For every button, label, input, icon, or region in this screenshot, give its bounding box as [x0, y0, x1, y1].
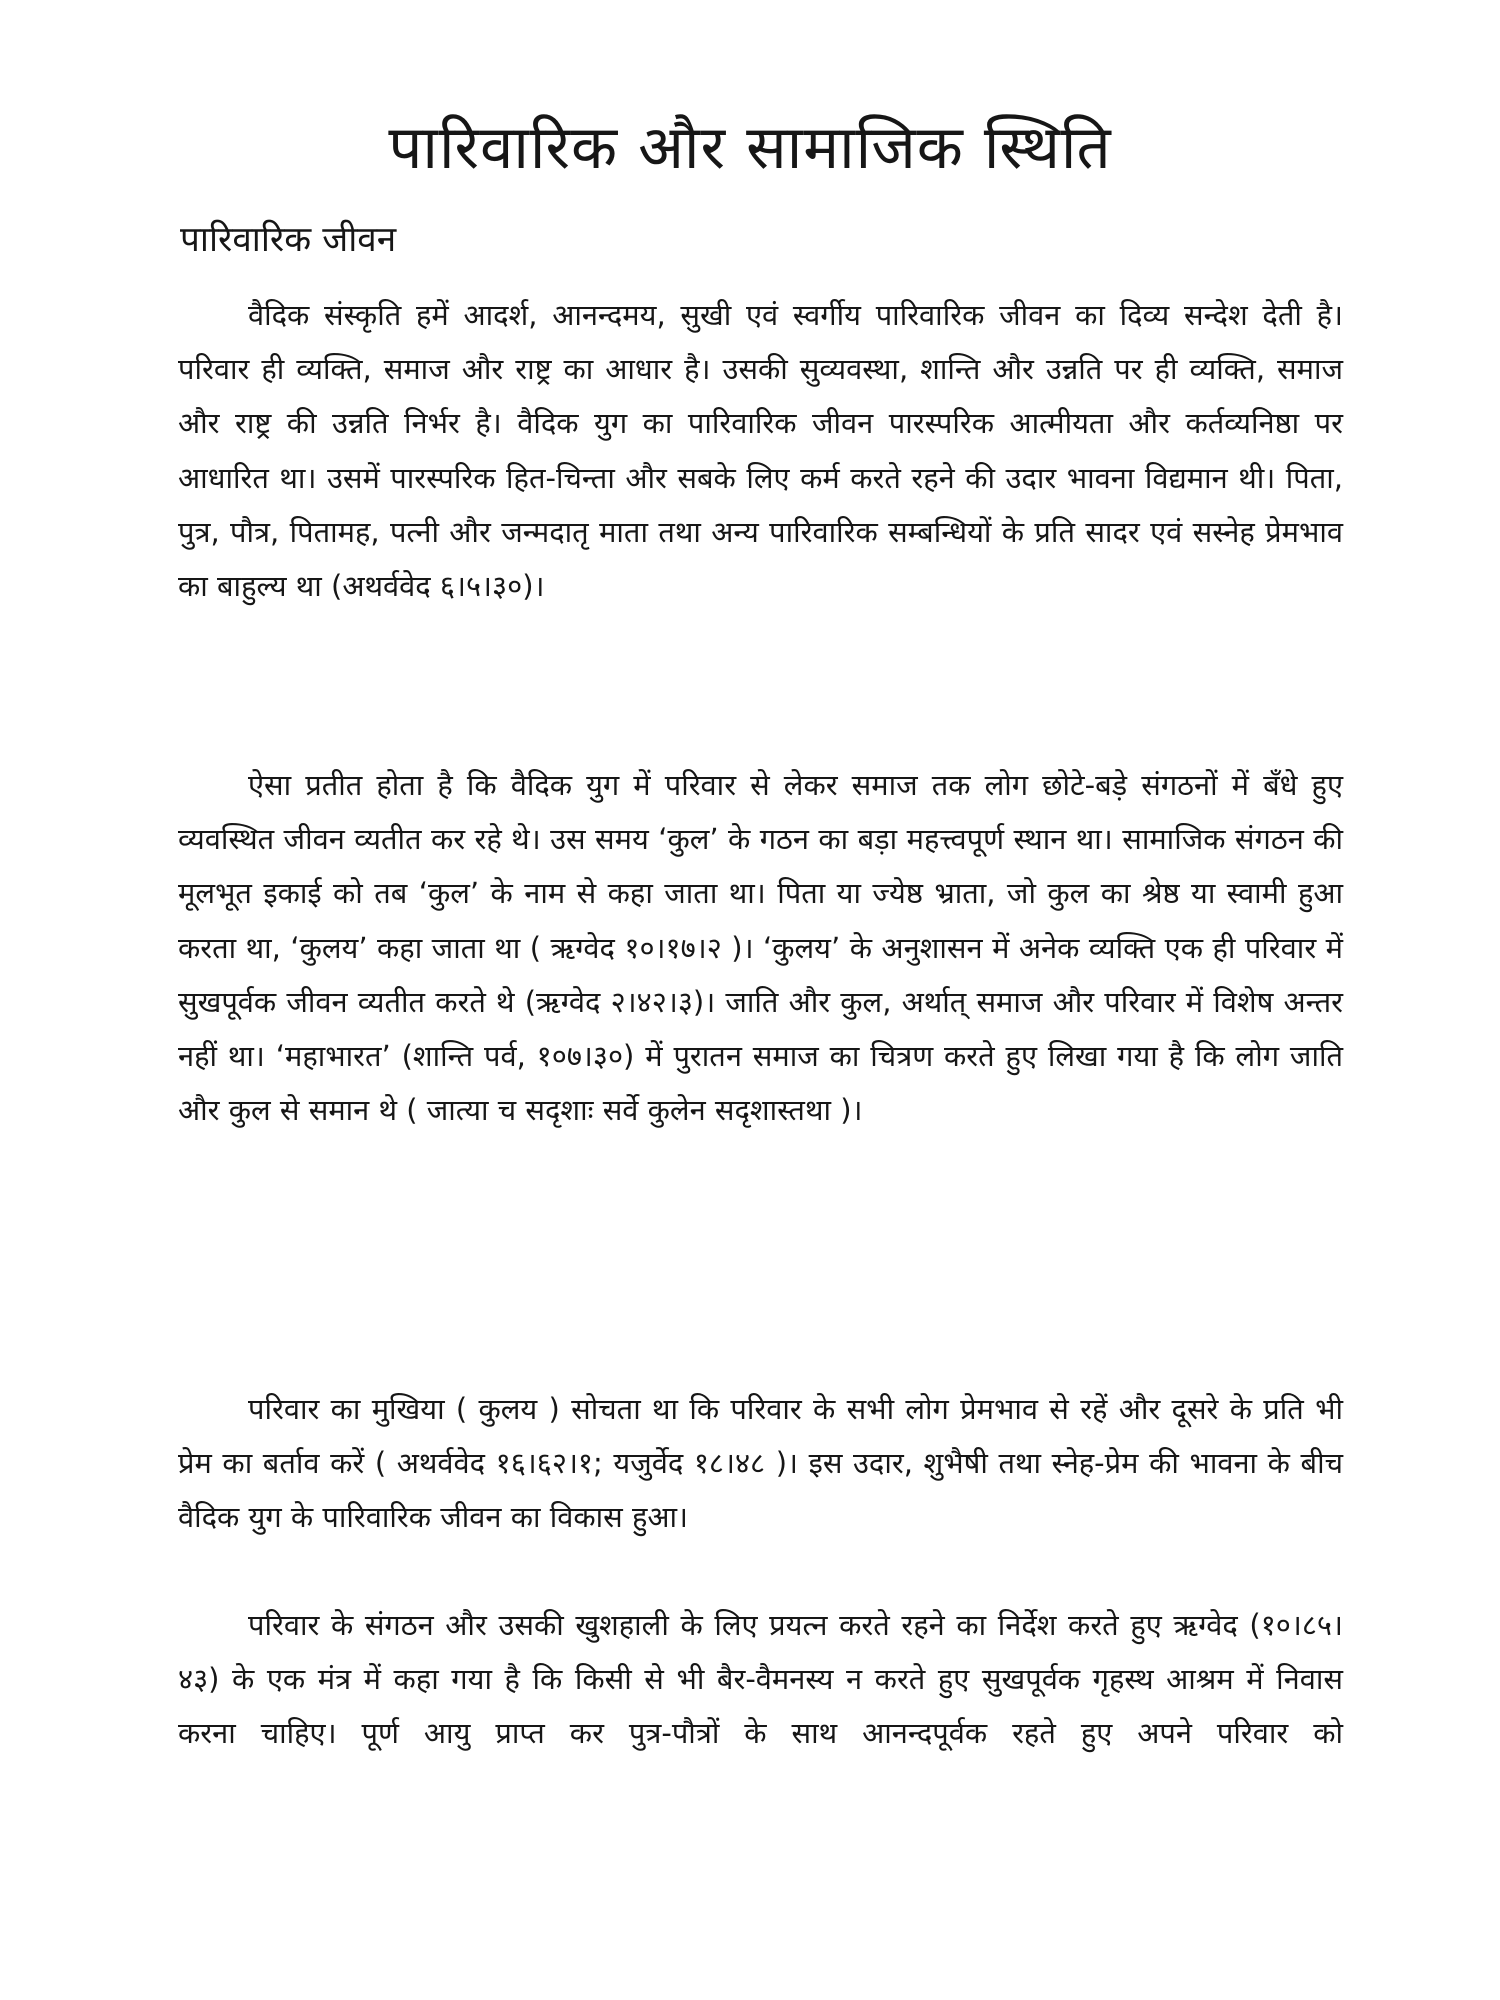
paragraph-1: वैदिक संस्कृति हमें आदर्श, आनन्दमय, सुखी एवं स्वर्गीय पारिवारिक जीवन का दिव्य सन्देश देती है। परिवार ही व्यक्ति, समाज और राष्ट्र का आधार है। उसकी सुव्यवस्था, शान्ति और उन्नति पर ही व्यक्ति, समाज और राष्ट्र की उन्नति निर्भर है। वैदिक युग का पारिवारिक जीवन पारस्परिक आत्मीयता और कर्तव्यनिष्ठा पर आधारित था। उसमें पारस्परिक हित-चिन्ता और सबके लिए कर्म करते रहने की उदार भावना विद्यमान थी। पिता, पुत्र, पौत्र, पितामह, पत्नी और जन्मदातृ माता तथा अन्य पारिवारिक सम्बन्धियों के प्रति सादर एवं सस्नेह प्रेमभाव का बाहुल्य था (अथर्ववेद ६।५।३०)। — [178, 298, 1343, 604]
section-heading: पारिवारिक जीवन — [180, 220, 397, 260]
paragraph-4: परिवार के संगठन और उसकी खुशहाली के लिए प्रयत्न करते रहने का निर्देश करते हुए ऋग्वेद (१०।८५।४३) के एक मंत्र में कहा गया है कि किसी से भी बैर-वैमनस्य न करते हुए सुखपूर्वक गृहस्थ आश्रम में निवास करना चाहिए। पूर्ण आयु प्राप्त कर पुत्र-पौत्रों के साथ आनन्दपूर्वक रहते हुए अपने परिवार को — [178, 1608, 1343, 1751]
paragraph-3: परिवार का मुखिया ( कुलय ) सोचता था कि परिवार के सभी लोग प्रेमभाव से रहें और दूसरे के प्रति भी प्रेम का बर्ताव करें ( अथर्ववेद १६।६२।१; यजुर्वेद १८।४८ )। इस उदार, शुभैषी तथा स्नेह-प्रेम की भावना के बीच वैदिक युग के पारिवारिक जीवन का विकास हुआ। — [178, 1392, 1343, 1535]
paragraph-2: ऐसा प्रतीत होता है कि वैदिक युग में परिवार से लेकर समाज तक लोग छोटे-बड़े संगठनों में बँधे हुए व्यवस्थित जीवन व्यतीत कर रहे थे। उस समय ‘कुल’ के गठन का बड़ा महत्त्वपूर्ण स्थान था। सामाजिक संगठन की मूलभूत इकाई को तब ‘कुल’ के नाम से कहा जाता था। पिता या ज्येष्ठ भ्राता, जो कुल का श्रेष्ठ या स्वामी हुआ करता था, ‘कुलय’ कहा जाता था ( ऋग्वेद १०।१७।२ )। ‘कुलय’ के अनुशासन में अनेक व्यक्ति एक ही परिवार में सुखपूर्वक जीवन व्यतीत करते थे (ऋग्वेद २।४२।३)। जाति और कुल, अर्थात् समाज और परिवार में विशेष अन्तर नहीं था। ‘महाभारत’ (शान्ति पर्व, १०७।३०) में पुरातन समाज का चित्रण करते हुए लिखा गया है कि लोग जाति और कुल से समान थे ( जात्या च सदृशाः सर्वे कुलेन सदृशास्तथा )। — [178, 768, 1343, 1128]
page-title: पारिवारिक और सामाजिक स्थिति — [388, 113, 1112, 183]
